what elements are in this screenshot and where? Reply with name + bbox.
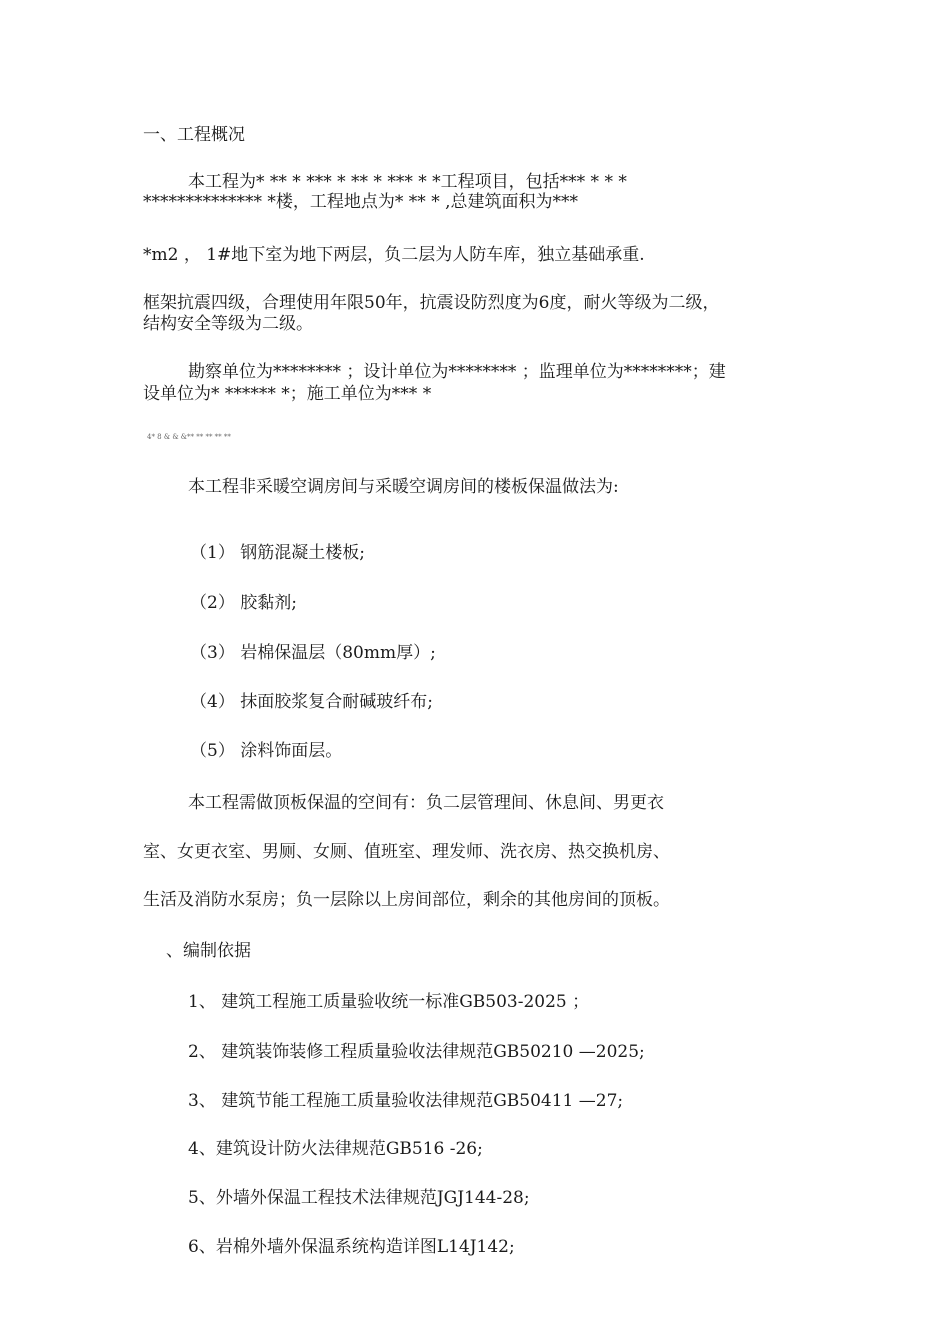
- section-heading-overview: 一、工程概况: [143, 125, 245, 145]
- overview-paragraph-line: 结构安全等级为二级。: [143, 314, 313, 334]
- floor-layer-item: （5） 涂料饰面层。: [190, 741, 343, 761]
- tiny-note: 4* 8 & & &** ** ** ** **: [147, 433, 231, 441]
- floor-insulation-intro: 本工程非采暖空调房间与采暖空调房间的楼板保温做法为:: [188, 477, 619, 497]
- ceiling-insulation-line: 室、女更衣室、男厕、女厕、值班室、理发师、洗衣房、热交换机房、: [143, 842, 670, 862]
- basis-item: 1、 建筑工程施工质量验收统一标准GB503-2025 ；: [188, 992, 590, 1012]
- basis-item: 2、 建筑装饰装修工程质量验收法律规范GB50210 —2025;: [188, 1042, 645, 1062]
- ceiling-insulation-line: 本工程需做顶板保温的空间有：负二层管理间、休息间、男更衣: [188, 793, 664, 813]
- basis-item: 6、岩棉外墙外保温系统构造详图L14J142;: [188, 1237, 515, 1257]
- overview-paragraph-line: *m2 ， 1#地下室为地下两层，负二层为人防车库，独立基础承重.: [143, 245, 645, 265]
- ceiling-insulation-line: 生活及消防水泵房；负一层除以上房间部位，剩余的其他房间的顶板。: [143, 890, 670, 910]
- floor-layer-item: （3） 岩棉保温层（80mm厚）;: [190, 643, 436, 663]
- overview-paragraph-line: 框架抗震四级，合理使用年限50年，抗震设防烈度为6度，耐火等级为二级，: [143, 293, 720, 313]
- overview-paragraph-line: ************** *楼，工程地点为* ** * ,总建筑面积为***: [143, 192, 579, 212]
- units-paragraph-line: 勘察单位为******** ；设计单位为******** ；监理单位为********；建: [188, 362, 726, 382]
- floor-layer-item: （2） 胶黏剂;: [190, 593, 297, 613]
- basis-item: 5、外墙外保温工程技术法律规范JGJ144-28;: [188, 1188, 530, 1208]
- basis-item: 4、建筑设计防火法律规范GB516 -26;: [188, 1139, 483, 1159]
- basis-item: 3、 建筑节能工程施工质量验收法律规范GB50411 —27;: [188, 1091, 624, 1111]
- section-heading-basis: 、编制依据: [166, 941, 251, 961]
- floor-layer-item: （4） 抹面胶浆复合耐碱玻纤布;: [190, 692, 433, 712]
- floor-layer-item: （1） 钢筋混凝土楼板;: [190, 543, 365, 563]
- units-paragraph-line: 设单位为* ****** *；施工单位为*** *: [143, 384, 432, 404]
- overview-paragraph-line: 本工程为* ** * *** * ** * *** * *工程项目，包括*** * * *: [188, 172, 627, 192]
